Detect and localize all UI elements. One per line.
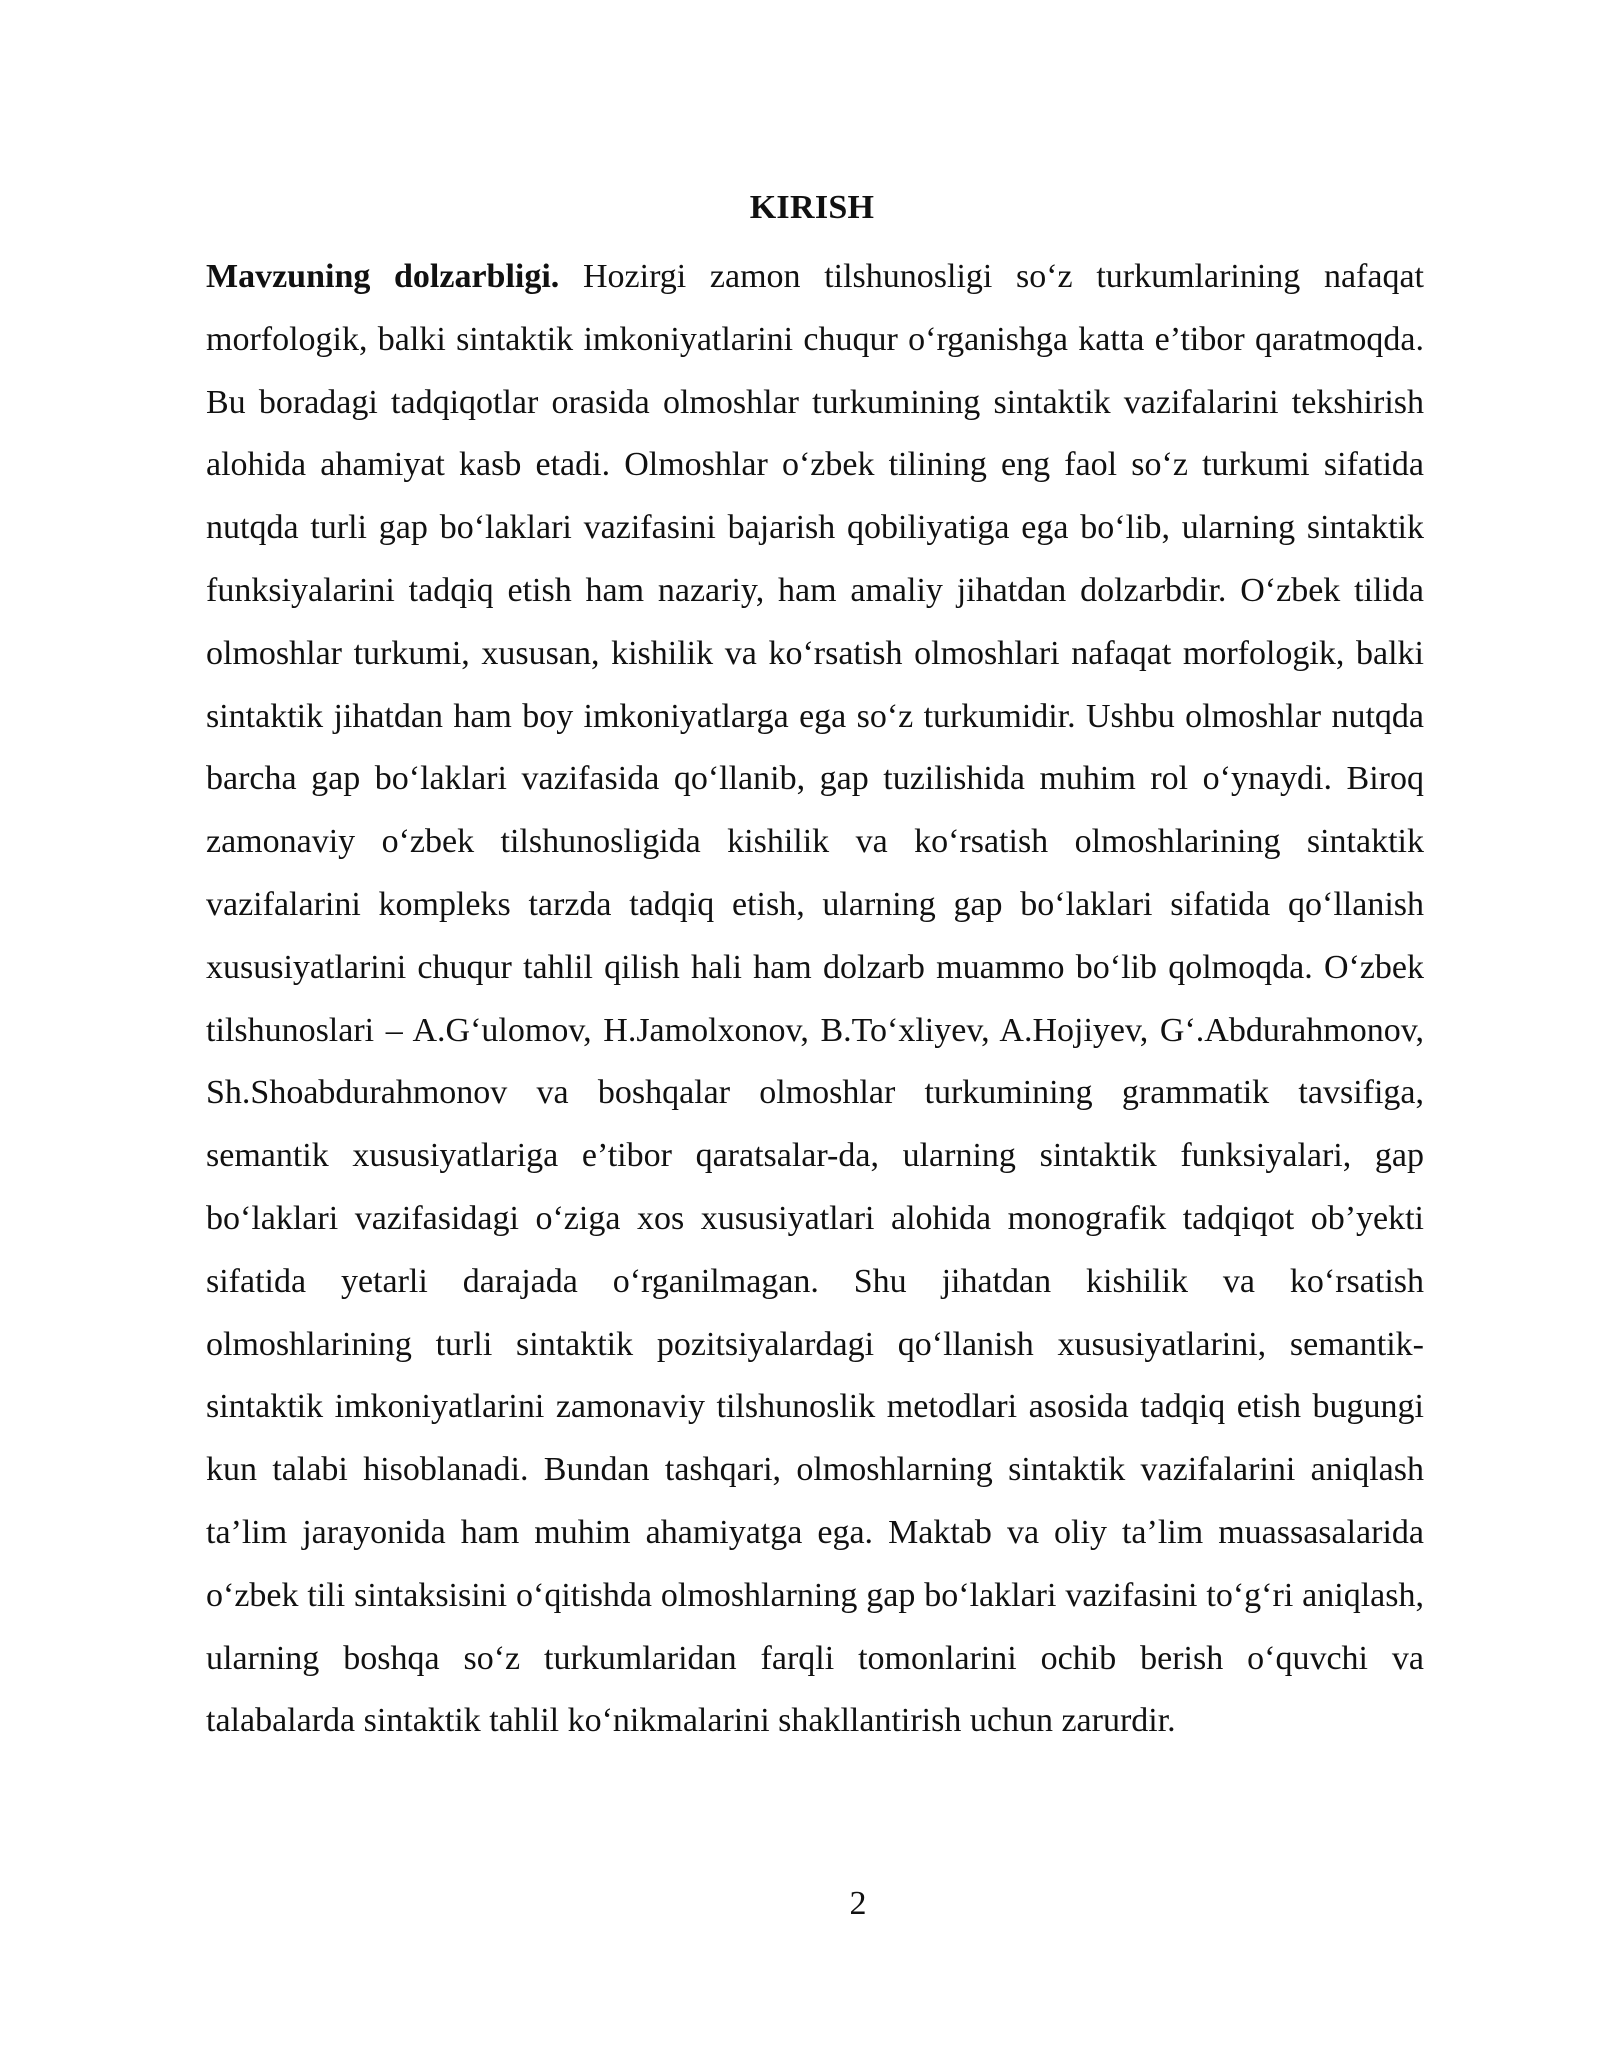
- section-heading: KIRISH: [749, 189, 875, 226]
- paragraph-lead: Mavzuning dolzarbligi.: [206, 258, 560, 295]
- page-number: 2: [849, 1885, 867, 1922]
- paragraph-text: Hozirgi zamon tilshunosligi so‘z turkumlarining nafaqat morfologik, balki sintaktik imkoniyatlarini chuqur o‘rganishga katta e’tibor qaratmoqda. Bu boradagi tadqiqotlar orasida olmoshlar turkumining sintaktik vazifalarini tekshirish alohida ahamiyat kasb etadi. Olmoshlar o‘zbek tilining eng faol so‘z turkumi sifatida nutqda turli gap bo‘laklari vazifasini bajarish qobiliyatiga ega bo‘lib, ularning sintaktik funksiyalarini tadqiq etish ham nazariy, ham amaliy jihatdan dolzarbdir. O‘zbek tilida olmoshlar turkumi, xususan, kishilik va ko‘rsatish olmoshlari nafaqat morfologik, balki sintaktik jihatdan ham boy imkoniyatlarga ega so‘z turkumidir. Ushbu olmoshlar nutqda barcha gap bo‘laklari vazifasida qo‘llanib, gap tuzilishida muhim rol o‘ynaydi. Biroq zamonaviy o‘zbek tilshunosligida kishilik va ko‘rsatish olmoshlarining sintaktik vazifalarini kompleks tarzda tadqiq etish, ularning gap bo‘laklari sifatida qo‘llanish xususiyatlarini chuqur tahlil qilish hali ham dolzarb muammo bo‘lib qolmoqda. O‘zbek tilshunoslari – A.G‘ulomov, H.Jamolxonov, B.To‘xliyev, A.Hojiyev, G‘.Abdurahmonov, Sh.Shoabdurahmonov va boshqalar olmoshlar turkumining grammatik tavsifiga, semantik xususiyatlariga e’tibor qaratsalar-da, ularning sintaktik funksiyalari, gap bo‘laklari vazifasidagi o‘ziga xos xususiyatlari alohida monografik tadqiqot ob’yekti sifatida yetarli darajada o‘rganilmagan. Shu jihatdan kishilik va ko‘rsatish olmoshlarining turli sintaktik pozitsiyalardagi qo‘llanish xususiyatlarini, semantik-sintaktik imkoniyatlarini zamonaviy tilshunoslik metodlari asosida tadqiq etish bugungi kun talabi hisoblanadi. Bundan tashqari, olmoshlarning sintaktik vazifalarini aniqlash ta’lim jarayonida ham muhim ahamiyatga ega. Maktab va oliy ta’lim muassasalarida o‘zbek tili sintaksisini o‘qitishda olmoshlarning gap bo‘laklari vazifasini to‘g‘ri aniqlash, ularning boshqa so‘z turkumlaridan farqli tomonlarini ochib berish o‘quvchi va talabalarda sintaktik tahlil ko‘nikmalarini shakllantirish uchun zarurdir.: [206, 258, 1424, 1740]
- body-paragraph: [206, 246, 1424, 1753]
